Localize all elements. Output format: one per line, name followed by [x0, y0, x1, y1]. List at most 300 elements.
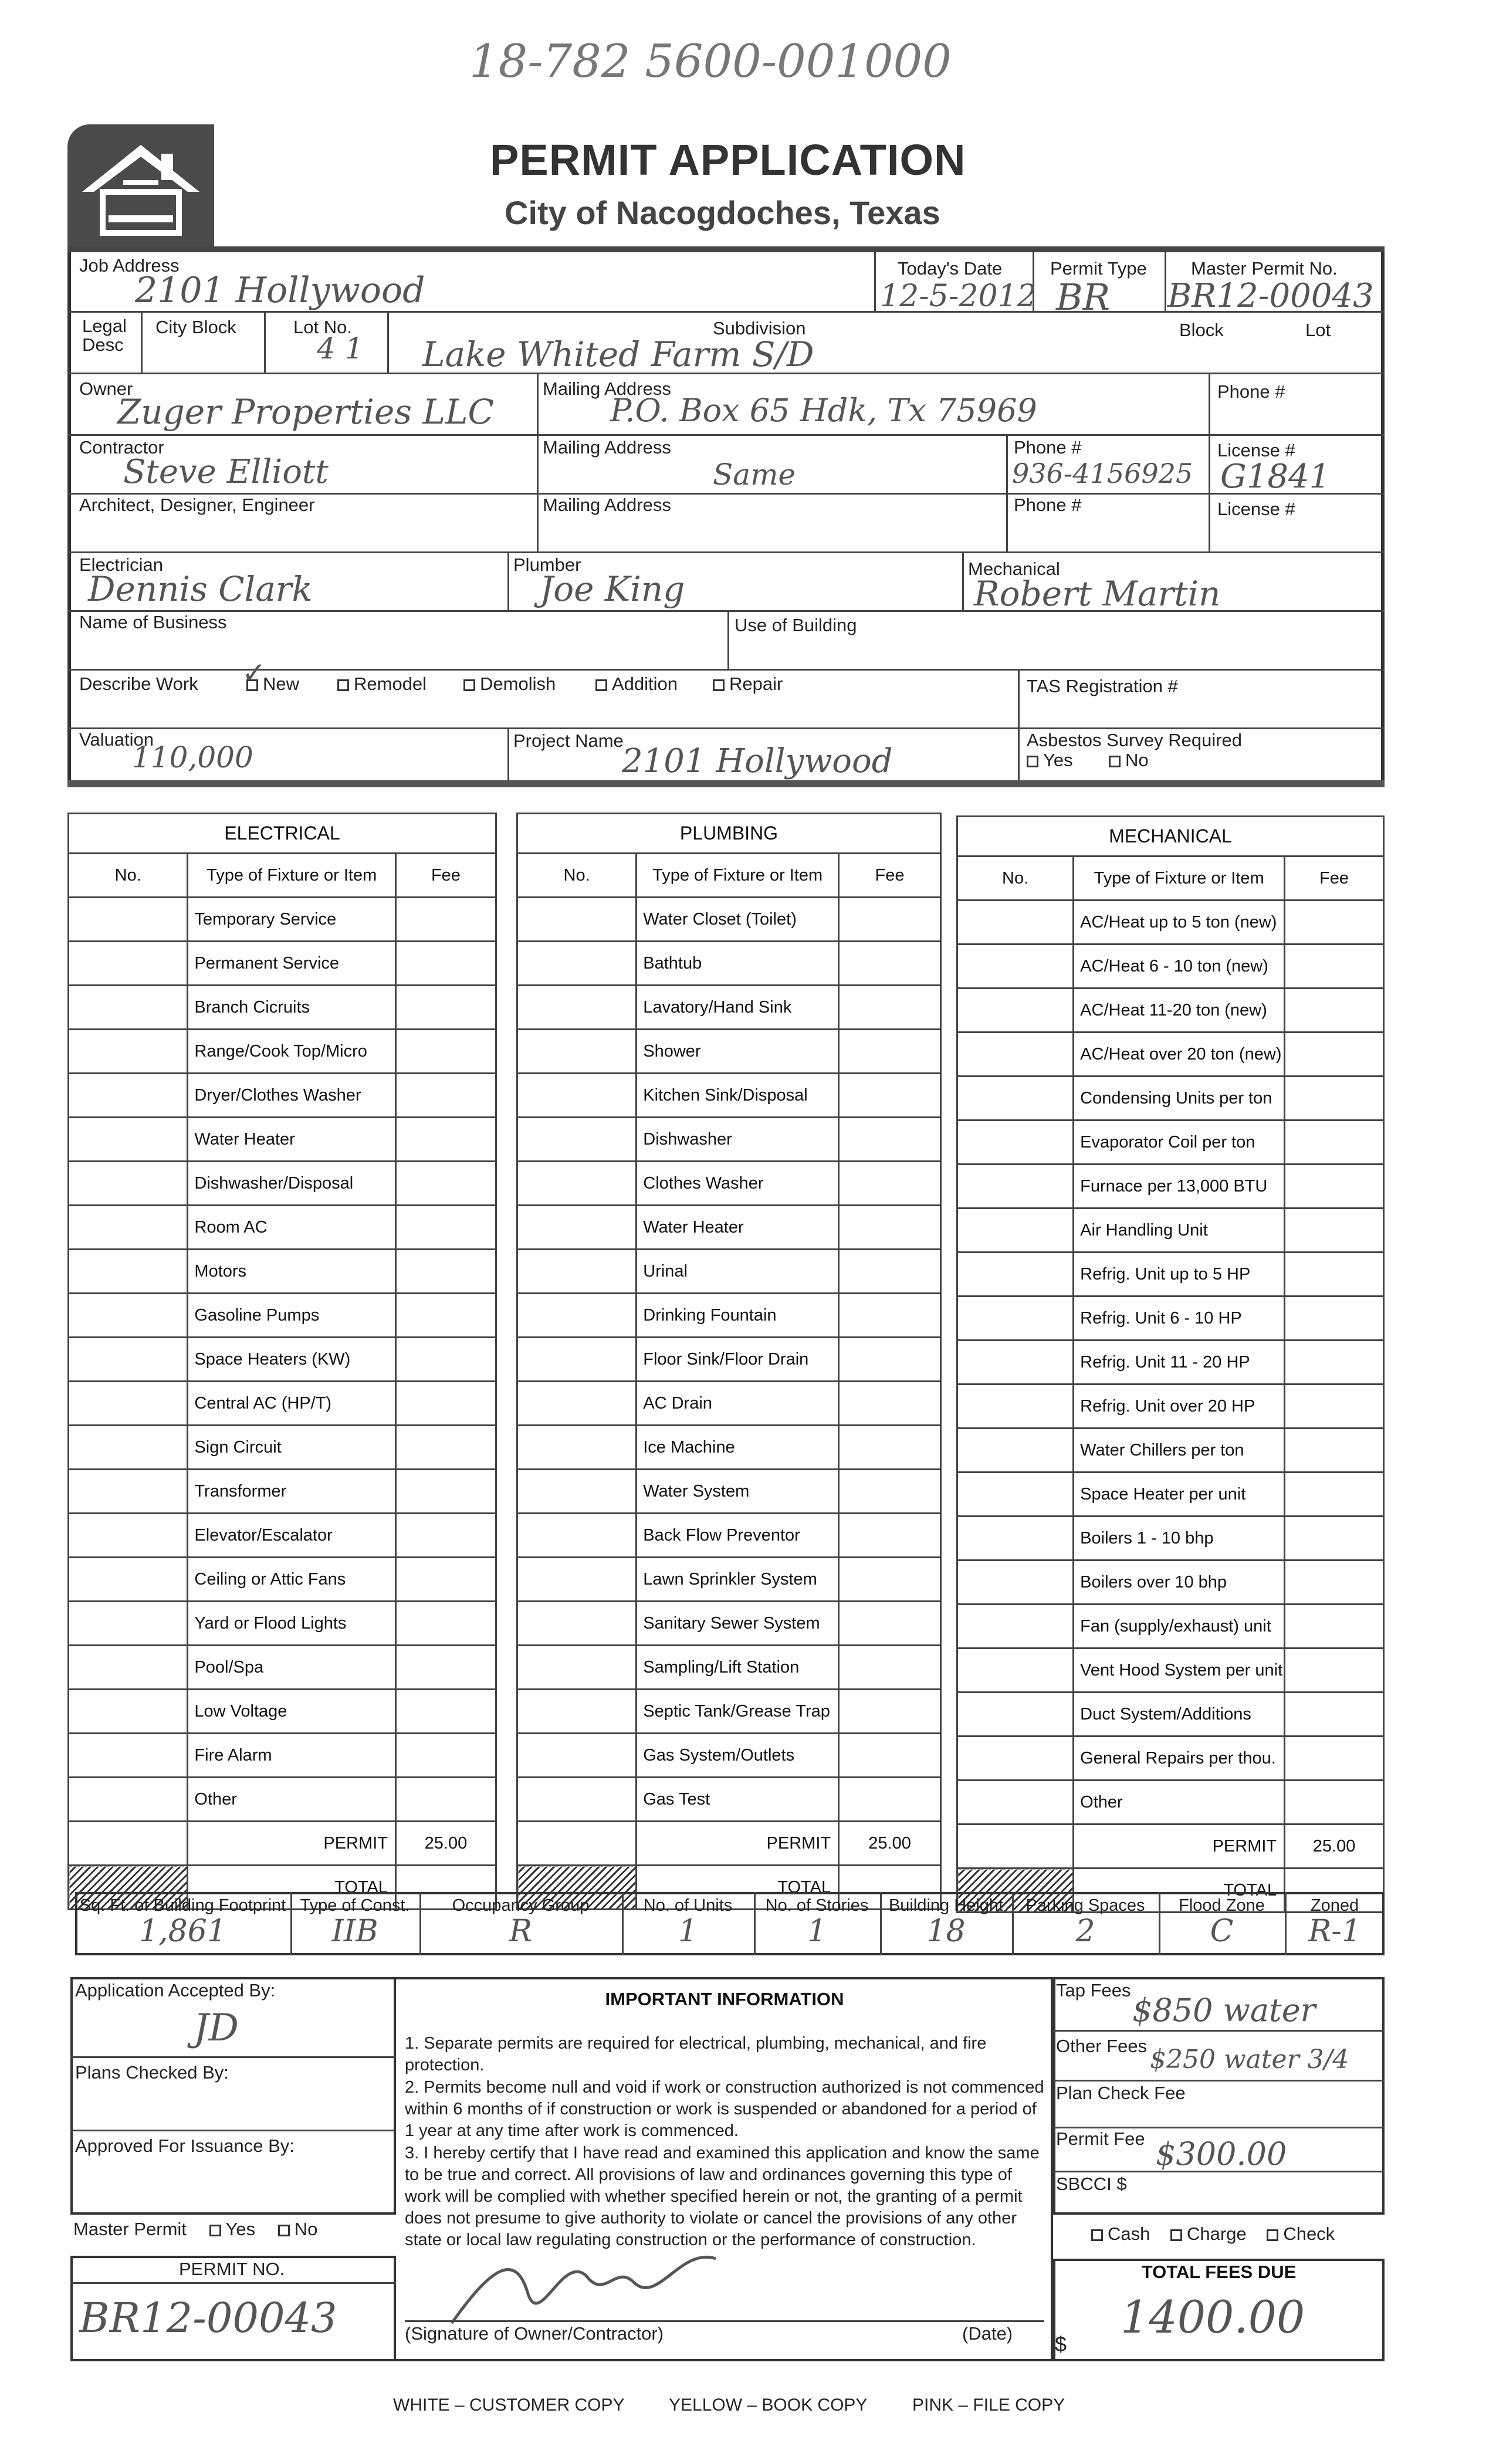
building-cell-label: Zoned	[1310, 1896, 1359, 1915]
quantity-cell[interactable]	[69, 1558, 188, 1602]
quantity-cell[interactable]	[69, 1778, 188, 1822]
quantity-cell[interactable]	[69, 1250, 188, 1294]
fixture-name: Sanitary Sewer System	[637, 1602, 839, 1646]
fee-cell[interactable]	[395, 986, 496, 1030]
table-row	[957, 1473, 1384, 1517]
fee-cell[interactable]	[839, 1118, 941, 1162]
fixture-name: Floor Sink/Floor Drain	[637, 1338, 839, 1382]
fee-cell[interactable]	[395, 1426, 496, 1470]
architect-mailing-label: Mailing Address	[543, 495, 671, 515]
quantity-cell[interactable]	[957, 1737, 1074, 1781]
owner-value[interactable]: Zuger Properties LLC	[117, 392, 494, 432]
quantity-cell[interactable]	[69, 1162, 188, 1206]
fee-cell[interactable]	[839, 1514, 941, 1558]
quantity-cell[interactable]	[957, 1429, 1074, 1473]
fee-cell[interactable]	[839, 1250, 941, 1294]
building-cell-label: Building Height	[888, 1896, 1004, 1915]
fixture-name: General Repairs per thou.	[1074, 1737, 1285, 1781]
total-label: TOTAL	[1074, 1869, 1285, 1913]
fee-cell[interactable]	[1285, 1253, 1384, 1297]
fee-cell[interactable]	[1285, 1561, 1384, 1605]
building-cell-value[interactable]: 1,861	[139, 1914, 226, 1949]
quantity-cell[interactable]	[957, 945, 1074, 989]
quantity-cell[interactable]	[957, 1077, 1074, 1121]
quantity-cell[interactable]	[69, 898, 188, 942]
fixture-name: Other	[1074, 1781, 1285, 1825]
job-address-value[interactable]: 2101 Hollywood	[135, 270, 425, 311]
table-row	[69, 1074, 496, 1118]
fixture-name: Shower	[637, 1030, 839, 1074]
quantity-cell[interactable]	[69, 1602, 188, 1646]
charge-option[interactable]: Charge	[1170, 2223, 1247, 2244]
table-row	[517, 1206, 941, 1250]
fixture-name: Refrig. Unit 6 - 10 HP	[1074, 1297, 1285, 1341]
fixture-name: Clothes Washer	[637, 1162, 839, 1206]
fee-cell[interactable]	[1285, 1033, 1384, 1077]
asbestos-no-checkbox[interactable]	[1109, 756, 1121, 767]
building-cell-value[interactable]: C	[1210, 1914, 1234, 1949]
page-title: PERMIT APPLICATION	[490, 136, 966, 184]
asbestos-label: Asbestos Survey Required	[1027, 730, 1243, 750]
mechanical-col-type-header: Type of Fixture or Item	[1074, 857, 1285, 901]
mechanical-permit-row	[957, 1825, 1384, 1869]
fee-cell[interactable]	[1285, 1077, 1384, 1121]
quantity-cell[interactable]	[69, 1514, 188, 1558]
quantity-cell[interactable]	[517, 1162, 637, 1206]
quantity-cell[interactable]	[957, 1561, 1074, 1605]
fixture-name: Duct System/Additions	[1074, 1693, 1285, 1737]
permit-fee-value[interactable]: 25.00	[395, 1822, 496, 1866]
table-row	[517, 1558, 941, 1602]
plumber-value[interactable]: Joe King	[540, 569, 685, 609]
quantity-cell[interactable]	[517, 1514, 637, 1558]
master-permit-value[interactable]: BR12-00043	[1167, 277, 1374, 315]
quantity-cell[interactable]	[957, 1209, 1074, 1253]
asbestos-yes[interactable]: Yes	[1027, 750, 1073, 771]
fee-cell[interactable]	[839, 1206, 941, 1250]
table-row	[69, 1470, 496, 1514]
fixture-name: Water Chillers per ton	[1074, 1429, 1285, 1473]
plumbing-column-header-row	[517, 854, 941, 898]
quantity-cell[interactable]	[517, 1294, 637, 1338]
permit-type-value[interactable]: BR	[1056, 276, 1111, 319]
fixture-name: Boilers 1 - 10 bhp	[1074, 1517, 1285, 1561]
quantity-cell[interactable]	[69, 986, 188, 1030]
quantity-cell[interactable]	[69, 1646, 188, 1690]
quantity-cell[interactable]	[69, 1206, 188, 1250]
quantity-cell[interactable]	[517, 1646, 637, 1690]
fee-cell[interactable]	[839, 986, 941, 1030]
fixture-name: Lawn Sprinkler System	[637, 1558, 839, 1602]
cash-checkbox[interactable]	[1091, 2229, 1103, 2241]
plumbing-col-no-header: No.	[517, 854, 637, 898]
contractor-license-value[interactable]: G1841	[1220, 458, 1331, 496]
fixture-name: Furnace per 13,000 BTU	[1074, 1165, 1285, 1209]
lot-no-value[interactable]: 4 1	[317, 331, 364, 365]
todays-date-label: Today's Date	[898, 258, 1003, 279]
master-permit-yes-checkbox[interactable]	[209, 2225, 221, 2236]
fee-cell[interactable]	[395, 1074, 496, 1118]
fee-cell[interactable]	[395, 1734, 496, 1778]
fee-cell[interactable]	[1285, 989, 1384, 1033]
quantity-cell[interactable]	[957, 1473, 1074, 1517]
accepted-by-value[interactable]: JD	[194, 2006, 239, 2050]
tap-fees-value[interactable]: $850 water	[1132, 1992, 1316, 2029]
fee-cell[interactable]	[1285, 1693, 1384, 1737]
fee-cell[interactable]	[1285, 1297, 1384, 1341]
fee-cell[interactable]	[395, 1382, 496, 1426]
table-row	[69, 986, 496, 1030]
quantity-cell[interactable]	[957, 901, 1074, 945]
fee-cell[interactable]	[395, 942, 496, 986]
quantity-cell[interactable]	[69, 1426, 188, 1470]
table-row	[69, 1690, 496, 1734]
lot-no-label: Lot No.	[293, 317, 352, 337]
fee-cell[interactable]	[1285, 1341, 1384, 1385]
architect-license-label: License #	[1217, 499, 1295, 519]
master-permit-yes[interactable]: Yes	[209, 2219, 256, 2239]
house-icon	[67, 124, 214, 251]
table-row	[957, 1209, 1384, 1253]
table-row	[957, 1693, 1384, 1737]
fee-cell[interactable]	[839, 1690, 941, 1734]
quantity-cell[interactable]	[517, 1558, 637, 1602]
quantity-cell[interactable]	[517, 898, 637, 942]
quantity-cell[interactable]	[69, 1074, 188, 1118]
mechanical-col-no-header: No.	[957, 857, 1074, 901]
fee-cell[interactable]	[839, 1426, 941, 1470]
fee-cell[interactable]	[395, 1646, 496, 1690]
fee-cell[interactable]	[839, 1734, 941, 1778]
quantity-cell[interactable]	[957, 1781, 1074, 1825]
fee-cell[interactable]	[395, 1690, 496, 1734]
work-option-remodel[interactable]: Remodel	[337, 673, 427, 695]
fee-cell[interactable]	[839, 898, 941, 942]
plumbing-col-type-header: Type of Fixture or Item	[637, 854, 839, 898]
quantity-cell[interactable]	[69, 1338, 188, 1382]
charge-checkbox[interactable]	[1170, 2229, 1182, 2241]
fixture-name: AC/Heat 11-20 ton (new)	[1074, 989, 1285, 1033]
contractor-mailing-label: Mailing Address	[543, 437, 671, 458]
quantity-cell[interactable]	[517, 986, 637, 1030]
fee-cell[interactable]	[839, 1558, 941, 1602]
fixture-name: Ice Machine	[637, 1426, 839, 1470]
quantity-cell[interactable]	[957, 1033, 1074, 1077]
building-cell-value[interactable]: R	[509, 1914, 533, 1949]
building-cell-label: Occupancy Group	[452, 1896, 590, 1915]
table-row	[517, 1162, 941, 1206]
fee-cell[interactable]	[839, 1030, 941, 1074]
table-row	[69, 1206, 496, 1250]
table-row	[69, 898, 496, 942]
valuation-label: Valuation	[79, 729, 154, 750]
other-fees-value[interactable]: $250 water 3/4	[1150, 2045, 1349, 2074]
fixture-name: Space Heaters (KW)	[188, 1338, 396, 1382]
quantity-cell[interactable]	[517, 1030, 637, 1074]
electrician-value[interactable]: Dennis Clark	[88, 569, 313, 609]
addition-checkbox[interactable]	[595, 679, 607, 691]
fee-cell[interactable]	[1285, 1517, 1384, 1561]
total-fees-value[interactable]: 1400.00	[1121, 2291, 1305, 2343]
fee-cell[interactable]	[1285, 1605, 1384, 1649]
building-cell-value[interactable]: 1	[678, 1914, 698, 1949]
quantity-cell[interactable]	[69, 1382, 188, 1426]
building-cell-value[interactable]: 2	[1075, 1914, 1095, 1949]
todays-date-value[interactable]: 12-5-2012	[880, 279, 1037, 314]
fixture-name: Dryer/Clothes Washer	[188, 1074, 396, 1118]
table-row	[517, 1646, 941, 1690]
project-name-value[interactable]: 2101 Hollywood	[622, 742, 893, 780]
fee-cell[interactable]	[1285, 1473, 1384, 1517]
fee-cell[interactable]	[839, 1602, 941, 1646]
quantity-cell[interactable]	[957, 989, 1074, 1033]
demolish-checkbox[interactable]	[463, 679, 475, 691]
important-info-title: IMPORTANT INFORMATION	[605, 1989, 844, 2009]
electrical-fee-table	[67, 813, 497, 1910]
quantity-cell[interactable]	[517, 1426, 637, 1470]
quantity-cell[interactable]	[69, 1118, 188, 1162]
table-row	[957, 1341, 1384, 1385]
fee-cell[interactable]	[395, 1470, 496, 1514]
fixture-name: Fire Alarm	[188, 1734, 396, 1778]
plumbing-col-fee-header: Fee	[839, 854, 941, 898]
fee-cell[interactable]	[839, 1338, 941, 1382]
important-info-p1: 1. Separate permits are required for electrical, plumbing, mechanical, and fire protection.	[405, 2034, 987, 2074]
asbestos-no[interactable]: No	[1109, 750, 1149, 771]
mechanical-value[interactable]: Robert Martin	[974, 574, 1221, 614]
table-row	[517, 1250, 941, 1294]
fee-cell[interactable]	[395, 1514, 496, 1558]
fee-cell[interactable]	[395, 1778, 496, 1822]
fixture-name: Permanent Service	[188, 942, 396, 986]
quantity-cell[interactable]	[69, 1690, 188, 1734]
fee-cell[interactable]	[839, 1382, 941, 1426]
contractor-mailing-value[interactable]: Same	[713, 458, 796, 492]
quantity-cell[interactable]	[69, 1294, 188, 1338]
permit-fee-value[interactable]: $300.00	[1156, 2135, 1287, 2172]
valuation-value[interactable]: 110,000	[132, 740, 253, 774]
fixture-name: Gasoline Pumps	[188, 1294, 396, 1338]
fee-cell[interactable]	[1285, 1429, 1384, 1473]
fixture-name: Septic Tank/Grease Trap	[637, 1690, 839, 1734]
quantity-cell[interactable]	[957, 1341, 1074, 1385]
fee-cell[interactable]	[395, 1250, 496, 1294]
quantity-cell[interactable]	[957, 1649, 1074, 1693]
table-row	[517, 1338, 941, 1382]
work-option-repair[interactable]: Repair	[713, 673, 783, 695]
fee-cell[interactable]	[1285, 1385, 1384, 1429]
quantity-cell[interactable]	[957, 1253, 1074, 1297]
city-block-label: City Block	[155, 317, 236, 337]
fixture-name: Water Heater	[637, 1206, 839, 1250]
fee-cell[interactable]	[395, 1030, 496, 1074]
plans-checked-label: Plans Checked By:	[75, 2062, 229, 2083]
building-cell-label: Type of Const.	[300, 1896, 410, 1915]
fee-cell[interactable]	[1285, 1209, 1384, 1253]
quantity-cell[interactable]	[957, 1693, 1074, 1737]
table-row	[517, 1690, 941, 1734]
mechanical-label: Mechanical	[968, 559, 1060, 579]
work-option-new[interactable]: New	[246, 673, 299, 695]
permit-label: PERMIT	[188, 1822, 396, 1866]
quantity-cell[interactable]	[517, 1250, 637, 1294]
quantity-cell[interactable]	[517, 1338, 637, 1382]
fixture-name: Refrig. Unit 11 - 20 HP	[1074, 1341, 1285, 1385]
permit-fee-value[interactable]: 25.00	[839, 1822, 941, 1866]
owner-mailing-value[interactable]: P.O. Box 65 Hdk, Tx 75969	[610, 392, 1037, 429]
fee-cell[interactable]	[395, 1206, 496, 1250]
master-permit-no[interactable]: No	[278, 2219, 318, 2239]
quantity-cell[interactable]	[517, 1690, 637, 1734]
fee-cell[interactable]	[839, 1646, 941, 1690]
fixture-name: Yard or Flood Lights	[188, 1602, 396, 1646]
cash-option[interactable]: Cash	[1091, 2223, 1150, 2244]
fee-cell[interactable]	[395, 1162, 496, 1206]
block-label: Block	[1179, 320, 1224, 340]
quantity-cell[interactable]	[517, 1118, 637, 1162]
footer-yellow-copy: YELLOW – BOOK COPY	[669, 2395, 868, 2415]
fixture-name: AC Drain	[637, 1382, 839, 1426]
fixture-name: Central AC (HP/T)	[188, 1382, 396, 1426]
fixture-name: Other	[188, 1778, 396, 1822]
table-row	[69, 1514, 496, 1558]
table-row	[69, 1118, 496, 1162]
table-row	[957, 1429, 1384, 1473]
building-cell-value[interactable]: 18	[926, 1914, 966, 1949]
contractor-value[interactable]: Steve Elliott	[123, 453, 329, 491]
fee-cell[interactable]	[839, 1470, 941, 1514]
architect-label: Architect, Designer, Engineer	[79, 495, 315, 515]
quantity-cell[interactable]	[957, 1385, 1074, 1429]
table-row	[957, 1605, 1384, 1649]
date-label: (Date)	[962, 2323, 1013, 2344]
master-permit-no-checkbox[interactable]	[278, 2225, 290, 2236]
table-row	[957, 901, 1384, 945]
building-cell-label: Sq. Ft. of Building Footprint	[79, 1896, 286, 1915]
building-cell-label: Flood Zone	[1179, 1896, 1265, 1915]
quantity-cell[interactable]	[957, 1297, 1074, 1341]
quantity-cell[interactable]	[957, 1121, 1074, 1165]
tas-registration-label: TAS Registration #	[1027, 676, 1178, 696]
building-cell-value[interactable]: IIB	[331, 1914, 378, 1949]
fee-cell[interactable]	[395, 898, 496, 942]
contractor-phone-value[interactable]: 936-4156925	[1012, 458, 1193, 489]
remodel-checkbox[interactable]	[337, 679, 349, 691]
quantity-cell[interactable]	[517, 1074, 637, 1118]
signature-scribble[interactable]	[446, 2241, 751, 2332]
quantity-cell[interactable]	[69, 1030, 188, 1074]
fee-cell[interactable]	[395, 1338, 496, 1382]
fixture-name: Transformer	[188, 1470, 396, 1514]
quantity-cell[interactable]	[517, 1382, 637, 1426]
asbestos-yes-checkbox[interactable]	[1027, 756, 1038, 767]
permit-type-label: Permit Type	[1050, 258, 1147, 279]
accepted-by-label: Application Accepted By:	[75, 1980, 276, 2001]
fee-cell[interactable]	[1285, 901, 1384, 945]
fee-cell[interactable]	[395, 1558, 496, 1602]
total-label: TOTAL	[188, 1866, 396, 1910]
fee-cell[interactable]	[839, 1162, 941, 1206]
fixture-name: Refrig. Unit up to 5 HP	[1074, 1253, 1285, 1297]
table-row	[517, 1426, 941, 1470]
permit-no-value[interactable]: BR12-00043	[79, 2294, 337, 2342]
fixture-name: Temporary Service	[188, 898, 396, 942]
table-row	[517, 898, 941, 942]
table-row	[957, 1737, 1384, 1781]
fixture-name: Room AC	[188, 1206, 396, 1250]
footer-white-copy: WHITE – CUSTOMER COPY	[393, 2395, 625, 2415]
fixture-name: Elevator/Escalator	[188, 1514, 396, 1558]
new-checkmark-icon: ✓	[242, 656, 266, 690]
fixture-name: AC/Heat up to 5 ton (new)	[1074, 901, 1285, 945]
building-cell-value[interactable]: R-1	[1308, 1914, 1361, 1949]
table-row	[69, 1734, 496, 1778]
table-row	[69, 1602, 496, 1646]
repair-checkbox[interactable]	[713, 679, 725, 691]
quantity-cell[interactable]	[69, 1734, 188, 1778]
table-row	[69, 1558, 496, 1602]
fee-cell[interactable]	[1285, 1121, 1384, 1165]
fixture-name: Urinal	[637, 1250, 839, 1294]
quantity-cell[interactable]	[517, 1778, 637, 1822]
table-row	[517, 1382, 941, 1426]
table-row	[517, 986, 941, 1030]
quantity-cell[interactable]	[517, 1206, 637, 1250]
quantity-cell[interactable]	[69, 942, 188, 986]
fee-cell[interactable]	[839, 1074, 941, 1118]
fee-cell[interactable]	[1285, 1165, 1384, 1209]
quantity-cell[interactable]	[69, 1470, 188, 1514]
plumber-label: Plumber	[513, 554, 581, 575]
check-checkbox[interactable]	[1267, 2229, 1278, 2241]
fee-cell[interactable]	[395, 1118, 496, 1162]
fixture-name: Water Closet (Toilet)	[637, 898, 839, 942]
mechanical-title-row	[957, 817, 1384, 857]
quantity-cell[interactable]	[957, 1165, 1074, 1209]
subdivision-value[interactable]: Lake Whited Farm S/D	[422, 334, 814, 374]
fee-cell[interactable]	[1285, 945, 1384, 989]
table-row	[957, 1253, 1384, 1297]
fee-cell[interactable]	[1285, 1781, 1384, 1825]
fee-cell[interactable]	[1285, 1737, 1384, 1781]
quantity-cell[interactable]	[517, 1470, 637, 1514]
important-info-p2: 2. Permits become null and void if work or construction authorized is not commenced within 6 months of if construction or work is suspended or abandoned for a period of 1 year at any time after work is commenced.	[405, 2078, 1044, 2140]
table-row	[957, 1077, 1384, 1121]
table-row	[69, 1778, 496, 1822]
quantity-cell[interactable]	[517, 942, 637, 986]
work-option-demolish[interactable]: Demolish	[463, 673, 556, 695]
table-row	[957, 1121, 1384, 1165]
quantity-cell[interactable]	[517, 1734, 637, 1778]
fee-cell[interactable]	[839, 942, 941, 986]
fee-cell[interactable]	[839, 1778, 941, 1822]
check-option[interactable]: Check	[1267, 2223, 1335, 2244]
permit-fee-value[interactable]: 25.00	[1285, 1825, 1384, 1869]
fixture-name: Gas Test	[637, 1778, 839, 1822]
fee-cell[interactable]	[395, 1294, 496, 1338]
architect-phone-label: Phone #	[1014, 495, 1082, 515]
fee-cell[interactable]	[839, 1294, 941, 1338]
quantity-cell[interactable]	[957, 1605, 1074, 1649]
quantity-cell[interactable]	[957, 1517, 1074, 1561]
building-cell-value[interactable]: 1	[807, 1914, 827, 1949]
permit-row-spacer	[517, 1822, 637, 1866]
work-option-addition[interactable]: Addition	[595, 673, 678, 695]
quantity-cell[interactable]	[517, 1602, 637, 1646]
fixture-name: Range/Cook Top/Micro	[188, 1030, 396, 1074]
fee-cell[interactable]	[1285, 1649, 1384, 1693]
fee-cell[interactable]	[395, 1602, 496, 1646]
